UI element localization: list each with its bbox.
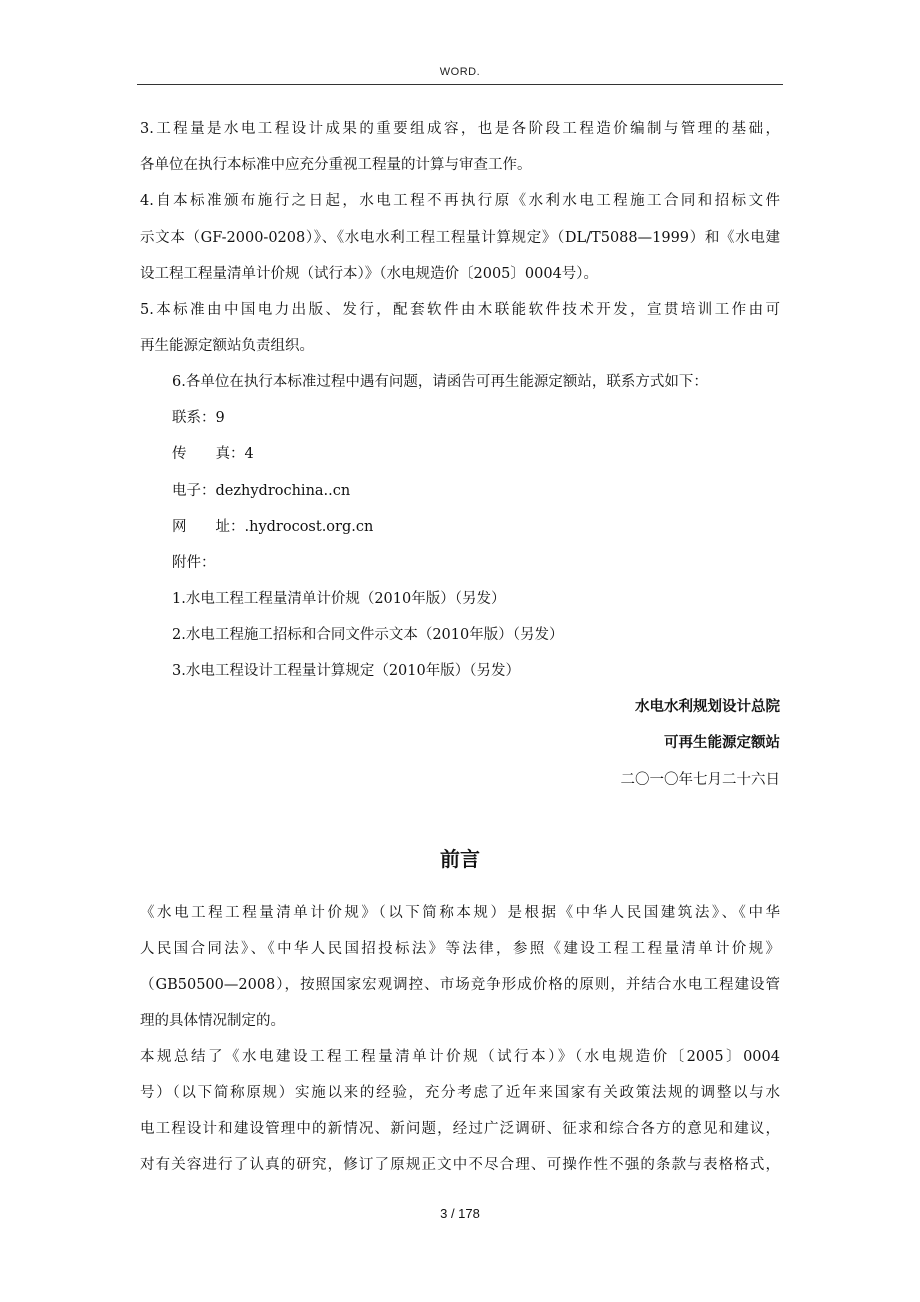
issuer-station: 可再生能源定额站 [664,734,780,751]
preface-para1-line: （GB50500—2008），按照国家宏观调控、市场竞争形成价格的原则，并结合水电工程建设管 [140,977,780,993]
preface-para2-line: 号）（以下简称原规）实施以来的经验，充分考虑了近年来国家有关政策法规的调整以与水 [140,1085,780,1101]
attachment-item: 3.水电工程设计工程量计算规定（2010年版）（另发） [172,663,520,679]
header-divider [137,84,783,85]
preface-para1-line: 人民国合同法》、《中华人民国招投标法》等法律，参照《建设工程工程量清单计价规》 [140,941,780,957]
contact-phone: 联系：9 [172,410,225,426]
item6-text: 6.各单位在执行本标准过程中遇有问题，请函告可再生能源定额站，联系方式如下： [172,374,708,390]
preface-para2-line: 电工程设计和建设管理中的新情况、新问题，经过广泛调研、征求和综合各方的意见和建议， [140,1121,780,1137]
attachments-label: 附件： [172,555,216,571]
contact-website: 网 址：.hydrocost.org.cn [172,519,374,535]
item4-line2: 示文本（GF-2000-0208）》、《水电水利工程工程量计算规定》（DL/T5088—1999）和《水电建 [140,230,780,246]
item4-line1: 4.自本标准颁布施行之日起，水电工程不再执行原《水利水电工程施工合同和招标文件 [140,193,780,209]
page-number: 3 / 178 [440,1206,480,1221]
item3-line2: 各单位在执行本标准中应充分重视工程量的计算与审查工作。 [140,157,532,173]
item5-line2: 再生能源定额站负责组织。 [140,338,314,354]
attachment-item: 2.水电工程施工招标和合同文件示文本（2010年版）（另发） [172,627,564,643]
contact-email: 电子：dezhydrochina..cn [172,483,351,499]
page-header-label: WORD. [439,66,481,78]
item4-line3: 设工程工程量清单计价规（试行本）》（水电规造价〔2005〕0004号）。 [140,266,599,282]
item5-line1: 5.本标准由中国电力出版、发行，配套软件由木联能软件技术开发，宣贯培训工作由可 [140,302,780,318]
preface-para1-line: 理的具体情况制定的。 [140,1013,285,1029]
attachment-item: 1.水电工程工程量清单计价规（2010年版）（另发） [172,591,506,607]
preface-para2-line: 对有关容进行了认真的研究，修订了原规正文中不尽合理、可操作性不强的条款与表格格式， [140,1157,780,1173]
preface-title: 前言 [440,847,480,871]
preface-para2-line: 本规总结了《水电建设工程工程量清单计价规（试行本）》（水电规造价〔2005〕0004 [140,1049,780,1065]
contact-fax: 传 真：4 [172,446,254,462]
item3-line1: 3.工程量是水电工程设计成果的重要组成容，也是各阶段工程造价编制与管理的基础， [140,121,780,137]
issue-date: 二〇一〇年七月二十六日 [620,772,780,788]
issuer-institute: 水电水利规划设计总院 [635,698,780,715]
preface-para1-line: 《水电工程工程量清单计价规》（以下简称本规）是根据《中华人民国建筑法》、《中华 [140,905,780,921]
